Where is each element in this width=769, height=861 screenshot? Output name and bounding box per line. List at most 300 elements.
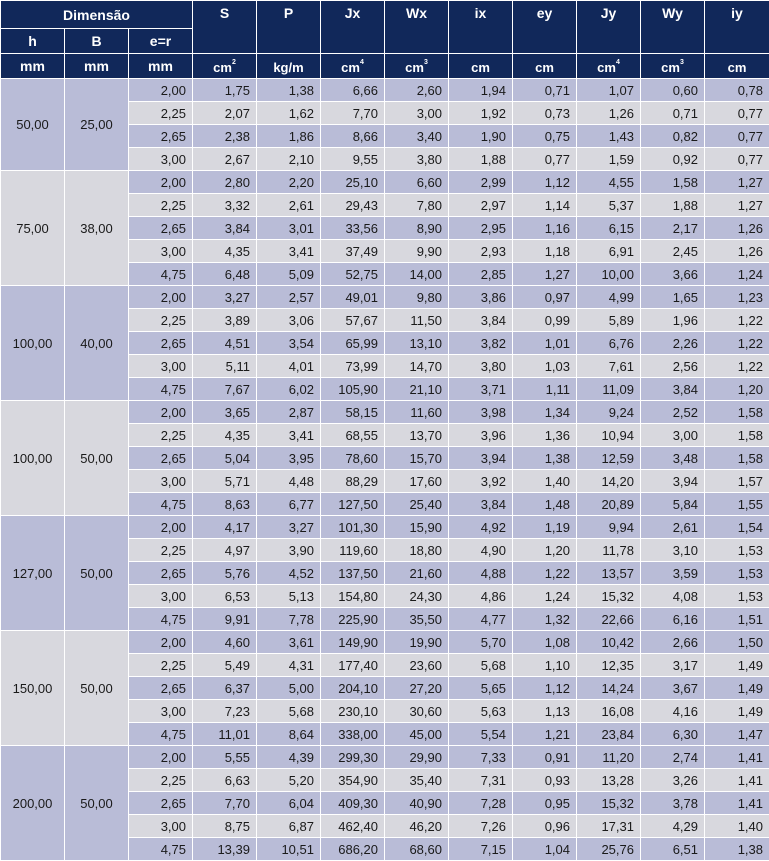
table-cell: 68,60 bbox=[385, 838, 449, 861]
table-cell: 68,55 bbox=[321, 424, 385, 447]
table-cell: 3,17 bbox=[641, 654, 705, 677]
table-cell: 1,48 bbox=[513, 493, 577, 516]
table-cell: 3,90 bbox=[257, 539, 321, 562]
cell-B: 25,00 bbox=[65, 79, 129, 171]
table-cell: 5,76 bbox=[193, 562, 257, 585]
table-cell: 40,90 bbox=[385, 792, 449, 815]
unit-Wy: $cm^3$ bbox=[641, 54, 705, 79]
table-cell: 49,01 bbox=[321, 286, 385, 309]
column-header-Wy: Wy bbox=[641, 1, 705, 54]
table-cell: 2,65 bbox=[129, 125, 193, 148]
table-cell: 3,94 bbox=[449, 447, 513, 470]
table-cell: 1,40 bbox=[513, 470, 577, 493]
table-cell: 2,65 bbox=[129, 677, 193, 700]
cell-B: 38,00 bbox=[65, 171, 129, 286]
table-cell: 5,55 bbox=[193, 746, 257, 769]
table-cell: 119,60 bbox=[321, 539, 385, 562]
table-cell: 2,60 bbox=[385, 79, 449, 102]
table-cell: 1,58 bbox=[705, 401, 769, 424]
unit-h: mm bbox=[1, 54, 65, 79]
table-cell: 686,20 bbox=[321, 838, 385, 861]
table-cell: 1,20 bbox=[513, 539, 577, 562]
profile-group bbox=[1, 631, 769, 746]
table-cell: 6,66 bbox=[321, 79, 385, 102]
table-cell: 7,23 bbox=[193, 700, 257, 723]
table-cell: 65,99 bbox=[321, 332, 385, 355]
table-cell: 35,40 bbox=[385, 769, 449, 792]
table-cell: 13,57 bbox=[577, 562, 641, 585]
table-cell: 2,25 bbox=[129, 424, 193, 447]
table-cell: 4,97 bbox=[193, 539, 257, 562]
table-cell: 4,01 bbox=[257, 355, 321, 378]
table-cell: 338,00 bbox=[321, 723, 385, 746]
table-cell: 137,50 bbox=[321, 562, 385, 585]
cell-B: 40,00 bbox=[65, 286, 129, 401]
table-cell: 6,51 bbox=[641, 838, 705, 861]
table-cell: 58,15 bbox=[321, 401, 385, 424]
table-cell: 11,01 bbox=[193, 723, 257, 746]
table-cell: 12,59 bbox=[577, 447, 641, 470]
table-cell: 5,37 bbox=[577, 194, 641, 217]
table-cell: 1,11 bbox=[513, 378, 577, 401]
table-cell: 5,09 bbox=[257, 263, 321, 286]
table-cell: 9,91 bbox=[193, 608, 257, 631]
table-cell: 21,60 bbox=[385, 562, 449, 585]
table-cell: 1,26 bbox=[705, 240, 769, 263]
table-cell: 15,70 bbox=[385, 447, 449, 470]
table-cell: 5,84 bbox=[641, 493, 705, 516]
table-cell: 15,32 bbox=[577, 585, 641, 608]
unit-Jx: $cm^4$ bbox=[321, 54, 385, 79]
table-cell: 4,77 bbox=[449, 608, 513, 631]
table-cell: 1,04 bbox=[513, 838, 577, 861]
table-cell: 10,42 bbox=[577, 631, 641, 654]
profile-group bbox=[1, 286, 769, 401]
unit-ix: cm bbox=[449, 54, 513, 79]
table-cell: 1,22 bbox=[513, 562, 577, 585]
table-cell: 45,00 bbox=[385, 723, 449, 746]
table-cell: 462,40 bbox=[321, 815, 385, 838]
table-cell: 10,51 bbox=[257, 838, 321, 861]
table-cell: 1,47 bbox=[705, 723, 769, 746]
table-cell: 1,59 bbox=[577, 148, 641, 171]
table-cell: 2,00 bbox=[129, 401, 193, 424]
table-cell: 1,38 bbox=[513, 447, 577, 470]
table-cell: 7,67 bbox=[193, 378, 257, 401]
table-cell: 2,20 bbox=[257, 171, 321, 194]
table-cell: 2,10 bbox=[257, 148, 321, 171]
table-cell: 9,24 bbox=[577, 401, 641, 424]
table-cell: 2,95 bbox=[449, 217, 513, 240]
table-cell: 1,34 bbox=[513, 401, 577, 424]
table-cell: 7,15 bbox=[449, 838, 513, 861]
table-cell: 5,63 bbox=[449, 700, 513, 723]
unit-ey: cm bbox=[513, 54, 577, 79]
table-row bbox=[1, 286, 769, 309]
table-cell: 3,66 bbox=[641, 263, 705, 286]
table-cell: 0,71 bbox=[641, 102, 705, 125]
table-cell: 3,00 bbox=[129, 148, 193, 171]
table-cell: 4,08 bbox=[641, 585, 705, 608]
table-cell: 8,64 bbox=[257, 723, 321, 746]
profile-group bbox=[1, 746, 769, 861]
table-cell: 27,20 bbox=[385, 677, 449, 700]
table-cell: 9,80 bbox=[385, 286, 449, 309]
table-cell: 14,70 bbox=[385, 355, 449, 378]
table-cell: 1,14 bbox=[513, 194, 577, 217]
table-cell: 1,24 bbox=[705, 263, 769, 286]
column-header-B: B bbox=[65, 29, 129, 54]
unit-B: mm bbox=[65, 54, 129, 79]
table-cell: 1,96 bbox=[641, 309, 705, 332]
table-cell: 3,84 bbox=[449, 309, 513, 332]
table-cell: 1,16 bbox=[513, 217, 577, 240]
table-cell: 8,63 bbox=[193, 493, 257, 516]
table-cell: 1,49 bbox=[705, 700, 769, 723]
table-cell: 2,17 bbox=[641, 217, 705, 240]
table-cell: 409,30 bbox=[321, 792, 385, 815]
table-cell: 6,15 bbox=[577, 217, 641, 240]
table-cell: 1,27 bbox=[705, 194, 769, 217]
table-cell: 8,66 bbox=[321, 125, 385, 148]
table-cell: 35,50 bbox=[385, 608, 449, 631]
table-cell: 6,76 bbox=[577, 332, 641, 355]
table-cell: 1,90 bbox=[449, 125, 513, 148]
table-cell: 0,97 bbox=[513, 286, 577, 309]
table-cell: 2,65 bbox=[129, 332, 193, 355]
table-cell: 14,24 bbox=[577, 677, 641, 700]
table-cell: 3,10 bbox=[641, 539, 705, 562]
column-header-ey: ey bbox=[513, 1, 577, 54]
table-cell: 2,85 bbox=[449, 263, 513, 286]
table-cell: 4,16 bbox=[641, 700, 705, 723]
table-row bbox=[1, 401, 769, 424]
table-cell: 354,90 bbox=[321, 769, 385, 792]
table-cell: 6,77 bbox=[257, 493, 321, 516]
table-cell: 9,90 bbox=[385, 240, 449, 263]
table-cell: 6,63 bbox=[193, 769, 257, 792]
profile-group bbox=[1, 79, 769, 171]
table-cell: 0,91 bbox=[513, 746, 577, 769]
table-cell: 149,90 bbox=[321, 631, 385, 654]
table-cell: 1,53 bbox=[705, 585, 769, 608]
table-cell: 2,74 bbox=[641, 746, 705, 769]
table-cell: 15,32 bbox=[577, 792, 641, 815]
cell-h: 200,00 bbox=[1, 746, 65, 861]
table-row bbox=[1, 171, 769, 194]
table-cell: 1,01 bbox=[513, 332, 577, 355]
table-cell: 6,53 bbox=[193, 585, 257, 608]
table-cell: 127,50 bbox=[321, 493, 385, 516]
table-cell: 4,35 bbox=[193, 424, 257, 447]
table-cell: 1,49 bbox=[705, 654, 769, 677]
table-cell: 4,75 bbox=[129, 493, 193, 516]
table-cell: 19,90 bbox=[385, 631, 449, 654]
column-header-h: h bbox=[1, 29, 65, 54]
table-cell: 1,54 bbox=[705, 516, 769, 539]
table-cell: 7,70 bbox=[321, 102, 385, 125]
table-cell: 6,91 bbox=[577, 240, 641, 263]
table-cell: 23,84 bbox=[577, 723, 641, 746]
table-cell: 3,27 bbox=[257, 516, 321, 539]
unit-P: kg/m bbox=[257, 54, 321, 79]
table-cell: 4,92 bbox=[449, 516, 513, 539]
table-row bbox=[1, 746, 769, 769]
table-cell: 3,54 bbox=[257, 332, 321, 355]
cell-B: 50,00 bbox=[65, 401, 129, 516]
column-header-Wx: Wx bbox=[385, 1, 449, 54]
table-cell: 0,75 bbox=[513, 125, 577, 148]
table-cell: 105,90 bbox=[321, 378, 385, 401]
table-cell: 3,71 bbox=[449, 378, 513, 401]
table-cell: 1,62 bbox=[257, 102, 321, 125]
table-cell: 1,22 bbox=[705, 309, 769, 332]
table-cell: 17,60 bbox=[385, 470, 449, 493]
table-cell: 1,27 bbox=[513, 263, 577, 286]
table-cell: 2,87 bbox=[257, 401, 321, 424]
table-cell: 1,18 bbox=[513, 240, 577, 263]
table-cell: 0,60 bbox=[641, 79, 705, 102]
table-cell: 37,49 bbox=[321, 240, 385, 263]
table-cell: 2,66 bbox=[641, 631, 705, 654]
table-cell: 299,30 bbox=[321, 746, 385, 769]
table-cell: 57,67 bbox=[321, 309, 385, 332]
table-cell: 2,25 bbox=[129, 654, 193, 677]
table-cell: 3,00 bbox=[129, 815, 193, 838]
table-cell: 2,67 bbox=[193, 148, 257, 171]
table-cell: 7,78 bbox=[257, 608, 321, 631]
table-cell: 3,80 bbox=[385, 148, 449, 171]
table-cell: 3,59 bbox=[641, 562, 705, 585]
table-cell: 2,45 bbox=[641, 240, 705, 263]
table-cell: 25,40 bbox=[385, 493, 449, 516]
table-cell: 22,66 bbox=[577, 608, 641, 631]
unit-Wx: $cm^3$ bbox=[385, 54, 449, 79]
table-cell: 7,33 bbox=[449, 746, 513, 769]
table-cell: 3,98 bbox=[449, 401, 513, 424]
table-cell: 4,88 bbox=[449, 562, 513, 585]
table-cell: 2,56 bbox=[641, 355, 705, 378]
profile-group bbox=[1, 171, 769, 286]
cell-h: 75,00 bbox=[1, 171, 65, 286]
dimension-group-header: Dimensão bbox=[1, 1, 193, 29]
table-cell: 2,65 bbox=[129, 792, 193, 815]
unit-Jy: $cm^4$ bbox=[577, 54, 641, 79]
table-cell: 52,75 bbox=[321, 263, 385, 286]
table-cell: 14,20 bbox=[577, 470, 641, 493]
table-cell: 1,88 bbox=[641, 194, 705, 217]
table-cell: 0,96 bbox=[513, 815, 577, 838]
column-header-Jy: Jy bbox=[577, 1, 641, 54]
cell-h: 50,00 bbox=[1, 79, 65, 171]
table-cell: 1,58 bbox=[705, 447, 769, 470]
table-cell: 2,25 bbox=[129, 769, 193, 792]
table-cell: 3,82 bbox=[449, 332, 513, 355]
table-cell: 1,23 bbox=[705, 286, 769, 309]
table-cell: 1,86 bbox=[257, 125, 321, 148]
table-cell: 2,52 bbox=[641, 401, 705, 424]
table-cell: 11,78 bbox=[577, 539, 641, 562]
table-cell: 6,02 bbox=[257, 378, 321, 401]
table-cell: 9,55 bbox=[321, 148, 385, 171]
table-cell: 5,11 bbox=[193, 355, 257, 378]
table-cell: 46,20 bbox=[385, 815, 449, 838]
table-cell: 1,19 bbox=[513, 516, 577, 539]
table-cell: 1,58 bbox=[705, 424, 769, 447]
table-cell: 2,93 bbox=[449, 240, 513, 263]
table-cell: 0,71 bbox=[513, 79, 577, 102]
table-cell: 1,22 bbox=[705, 332, 769, 355]
unit-iy: cm bbox=[705, 54, 769, 79]
table-cell: 1,58 bbox=[641, 171, 705, 194]
table-cell: 3,65 bbox=[193, 401, 257, 424]
table-row bbox=[1, 631, 769, 654]
table-cell: 0,77 bbox=[705, 125, 769, 148]
table-cell: 4,29 bbox=[641, 815, 705, 838]
table-cell: 0,77 bbox=[705, 148, 769, 171]
cell-h: 100,00 bbox=[1, 286, 65, 401]
column-header-P: P bbox=[257, 1, 321, 54]
table-cell: 3,89 bbox=[193, 309, 257, 332]
table-cell: 0,99 bbox=[513, 309, 577, 332]
table-cell: 2,57 bbox=[257, 286, 321, 309]
table-cell: 1,41 bbox=[705, 769, 769, 792]
profile-group bbox=[1, 401, 769, 516]
table-cell: 23,60 bbox=[385, 654, 449, 677]
table-cell: 3,06 bbox=[257, 309, 321, 332]
table-cell: 4,75 bbox=[129, 838, 193, 861]
table-cell: 3,84 bbox=[449, 493, 513, 516]
table-cell: 4,35 bbox=[193, 240, 257, 263]
table-cell: 1,21 bbox=[513, 723, 577, 746]
table-cell: 5,71 bbox=[193, 470, 257, 493]
table-cell: 11,20 bbox=[577, 746, 641, 769]
table-cell: 10,00 bbox=[577, 263, 641, 286]
table-cell: 11,09 bbox=[577, 378, 641, 401]
table-cell: 3,00 bbox=[641, 424, 705, 447]
table-cell: 1,08 bbox=[513, 631, 577, 654]
table-cell: 1,38 bbox=[705, 838, 769, 861]
table-cell: 4,17 bbox=[193, 516, 257, 539]
table-cell: 1,13 bbox=[513, 700, 577, 723]
table-cell: 5,65 bbox=[449, 677, 513, 700]
table-cell: 3,92 bbox=[449, 470, 513, 493]
table-cell: 4,55 bbox=[577, 171, 641, 194]
column-header-S: S bbox=[193, 1, 257, 54]
table-cell: 4,75 bbox=[129, 608, 193, 631]
table-cell: 2,99 bbox=[449, 171, 513, 194]
table-cell: 2,25 bbox=[129, 194, 193, 217]
table-cell: 3,84 bbox=[193, 217, 257, 240]
table-cell: 2,65 bbox=[129, 562, 193, 585]
table-cell: 4,75 bbox=[129, 378, 193, 401]
cell-B: 50,00 bbox=[65, 746, 129, 861]
table-cell: 1,55 bbox=[705, 493, 769, 516]
table-cell: 29,43 bbox=[321, 194, 385, 217]
table-cell: 177,40 bbox=[321, 654, 385, 677]
table-cell: 6,60 bbox=[385, 171, 449, 194]
table-cell: 5,04 bbox=[193, 447, 257, 470]
table-cell: 0,82 bbox=[641, 125, 705, 148]
table-cell: 10,94 bbox=[577, 424, 641, 447]
table-cell: 1,40 bbox=[705, 815, 769, 838]
table-cell: 73,99 bbox=[321, 355, 385, 378]
table-cell: 1,50 bbox=[705, 631, 769, 654]
table-cell: 7,31 bbox=[449, 769, 513, 792]
table-cell: 7,70 bbox=[193, 792, 257, 815]
table-cell: 21,10 bbox=[385, 378, 449, 401]
table-cell: 5,13 bbox=[257, 585, 321, 608]
table-cell: 1,53 bbox=[705, 562, 769, 585]
table-cell: 1,32 bbox=[513, 608, 577, 631]
table-cell: 2,25 bbox=[129, 539, 193, 562]
table-cell: 1,57 bbox=[705, 470, 769, 493]
table-cell: 101,30 bbox=[321, 516, 385, 539]
table-cell: 5,68 bbox=[449, 654, 513, 677]
table-cell: 33,56 bbox=[321, 217, 385, 240]
table-cell: 7,80 bbox=[385, 194, 449, 217]
table-row bbox=[1, 516, 769, 539]
table-cell: 25,10 bbox=[321, 171, 385, 194]
table-cell: 18,80 bbox=[385, 539, 449, 562]
table-cell: 3,80 bbox=[449, 355, 513, 378]
table-cell: 1,92 bbox=[449, 102, 513, 125]
table-cell: 17,31 bbox=[577, 815, 641, 838]
table-cell: 0,93 bbox=[513, 769, 577, 792]
table-cell: 5,20 bbox=[257, 769, 321, 792]
table-cell: 2,25 bbox=[129, 102, 193, 125]
table-cell: 2,65 bbox=[129, 447, 193, 470]
cell-B: 50,00 bbox=[65, 516, 129, 631]
table-cell: 0,78 bbox=[705, 79, 769, 102]
table-cell: 3,00 bbox=[129, 700, 193, 723]
table-cell: 2,00 bbox=[129, 631, 193, 654]
table-cell: 1,03 bbox=[513, 355, 577, 378]
table-cell: 1,27 bbox=[705, 171, 769, 194]
table-cell: 3,41 bbox=[257, 424, 321, 447]
table-cell: 2,65 bbox=[129, 217, 193, 240]
table-cell: 20,89 bbox=[577, 493, 641, 516]
table-cell: 1,20 bbox=[705, 378, 769, 401]
table-cell: 225,90 bbox=[321, 608, 385, 631]
table-cell: 88,29 bbox=[321, 470, 385, 493]
table-cell: 1,94 bbox=[449, 79, 513, 102]
table-cell: 11,60 bbox=[385, 401, 449, 424]
table-cell: 230,10 bbox=[321, 700, 385, 723]
table-cell: 6,30 bbox=[641, 723, 705, 746]
table-cell: 2,00 bbox=[129, 746, 193, 769]
table-cell: 4,39 bbox=[257, 746, 321, 769]
table-cell: 3,00 bbox=[129, 470, 193, 493]
table-cell: 1,10 bbox=[513, 654, 577, 677]
table-cell: 3,26 bbox=[641, 769, 705, 792]
table-cell: 6,04 bbox=[257, 792, 321, 815]
table-cell: 1,26 bbox=[577, 102, 641, 125]
table-cell: 3,40 bbox=[385, 125, 449, 148]
table-cell: 3,94 bbox=[641, 470, 705, 493]
table-cell: 13,39 bbox=[193, 838, 257, 861]
table-cell: 204,10 bbox=[321, 677, 385, 700]
column-header-iy: iy bbox=[705, 1, 769, 54]
table-cell: 13,10 bbox=[385, 332, 449, 355]
table-cell: 154,80 bbox=[321, 585, 385, 608]
table-cell: 12,35 bbox=[577, 654, 641, 677]
table-cell: 1,38 bbox=[257, 79, 321, 102]
table-cell: 9,94 bbox=[577, 516, 641, 539]
column-header-Jx: Jx bbox=[321, 1, 385, 54]
table-cell: 0,95 bbox=[513, 792, 577, 815]
table-cell: 1,49 bbox=[705, 677, 769, 700]
